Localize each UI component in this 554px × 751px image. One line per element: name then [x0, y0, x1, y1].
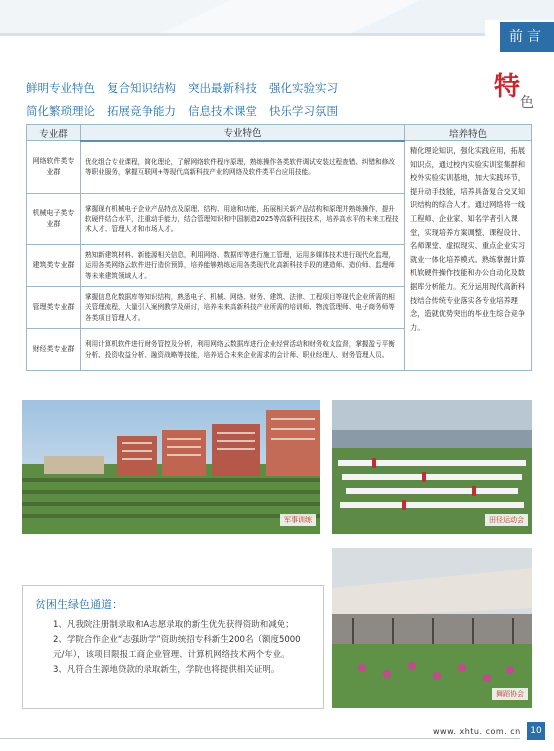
column-header-goal: 培养特色	[405, 125, 532, 141]
section-title-char-small: 色	[520, 95, 534, 111]
footer-line	[0, 738, 520, 739]
table-row	[27, 141, 532, 194]
corner-tag: 前言	[500, 22, 554, 52]
feature-item: 鲜明专业特色	[26, 81, 95, 95]
group-cell: 管理类专业群	[27, 287, 81, 329]
table-header-row	[27, 125, 532, 141]
green-channel-title: 贫困生绿色通道：	[35, 598, 123, 611]
green-channel-item: 2、学院合作企业“志强助学”资助统招专科新生200名（额度5000元/年），该项目限报工商企业管理、计算机网络技术两个专业。	[53, 635, 301, 660]
feature-item: 简化繁琐理论	[26, 104, 95, 118]
green-channel-item: 3、凡符合生源地贷款的录取新生，学院也将提供相关证明。	[53, 665, 280, 675]
group-cell: 网络软件类专业群	[27, 141, 81, 194]
header-decoration	[0, 0, 554, 60]
green-channel-box	[22, 585, 324, 709]
photo-caption: 军事训练	[280, 514, 316, 526]
green-channel-item: 1、凡我院注册制录取和A志愿录取的新生优先获得资助和减免；	[53, 620, 294, 630]
feature-cell: 利用计算机软件进行财务管控及分析，利用网络云数据库进行企业经营活动和财务收支监督，掌握盈亏平衡分析、投资收益分析、融资战略等技能，培养适合未来企业需求的会计师、职业经理人、财务管理人员。	[81, 329, 405, 371]
feature-item: 突出最新科技	[188, 81, 257, 95]
group-cell: 建筑类专业群	[27, 245, 81, 287]
photo-dance-association	[332, 548, 532, 708]
feature-cell: 掌握现有机械电子企业产品特点及原理、结构、用途和功能，拓展相关新产品结构和原理并熟练操作，提升软硬件结合水平，注重动手能力，结合管理知识和中国制造2025等高新科技技术，培养高水平的未来工程技术人才、管理人才和市场人才。	[81, 194, 405, 245]
footer-url: www. xhtu. com. cn	[433, 727, 521, 736]
feature-row-1	[26, 80, 426, 100]
column-header-group: 专业群	[27, 125, 81, 141]
section-title-char: 特	[494, 72, 521, 102]
group-cell: 机械电子类专业群	[27, 194, 81, 245]
feature-item: 信息技术课堂	[188, 104, 257, 118]
major-table	[26, 124, 531, 371]
column-header-feature: 专业特色	[81, 125, 405, 141]
feature-row-2	[26, 103, 426, 123]
page-number: 10	[527, 722, 545, 740]
photo-caption: 田径运动会	[485, 514, 528, 526]
feature-item: 强化实验实习	[269, 81, 338, 95]
photo-military-image	[22, 400, 320, 534]
group-cell: 财经类专业群	[27, 329, 81, 371]
goal-cell: 精化理论知识，强化实践应用，拓展知识点，通过校内实验实训室集群和校外实验实训基地，加大实践环节，提升动手技能，培养具备复合交叉知识结构的综合人才。通过网络将一线工程师、企业家、知名学者引入课堂，实现培养方案调整、课程设计、名师课堂、虚拟现实、重点企业实习就业一体化培养模式。熟练掌握计算机软硬件操作技能和办公自动化及数据库分析能力。充分运用现代高新科技结合传统专业落实各专业培养理念，造就优势突出的毕业生综合竞争力。	[405, 141, 532, 371]
photo-caption: 舞蹈协会	[492, 688, 528, 700]
feature-cell: 优化组合专业课程，简化理论，了解网络软件程序原理，熟练操作各类软件调试安装过程查错、纠错和修改等职业服务，掌握互联网+等现代高新科技产业的网络及软件类平台应用技能。	[81, 141, 405, 194]
photo-military-training	[22, 400, 320, 534]
feature-item: 复合知识结构	[107, 81, 176, 95]
feature-cell: 熟知新建筑材料、新能源相关信息，利用网络、数据库等进行施工管理，运用多媒体技术进行现代化监理，运用各类网络云软件进行造价预算，培养能够熟练运用各类现代化高新科技手段的建造师、造价师、监理师等未来建筑领域人才。	[81, 245, 405, 287]
feature-item: 拓展竞争能力	[107, 104, 176, 118]
photo-dance-image	[332, 548, 532, 708]
photo-sports-meeting	[332, 400, 532, 534]
feature-list	[26, 80, 426, 126]
feature-cell: 掌握信息化数据库等知识结构，熟悉电子、机械、网络、财务、建筑、法律、工程项目等现代企业所需的相关管理流程，大量引入案例教学及研讨，培养未来高新科技产业所需的培训师、物流管理师、电子商务师等各类项目管理人才。	[81, 287, 405, 329]
feature-item: 快乐学习氛围	[269, 104, 338, 118]
